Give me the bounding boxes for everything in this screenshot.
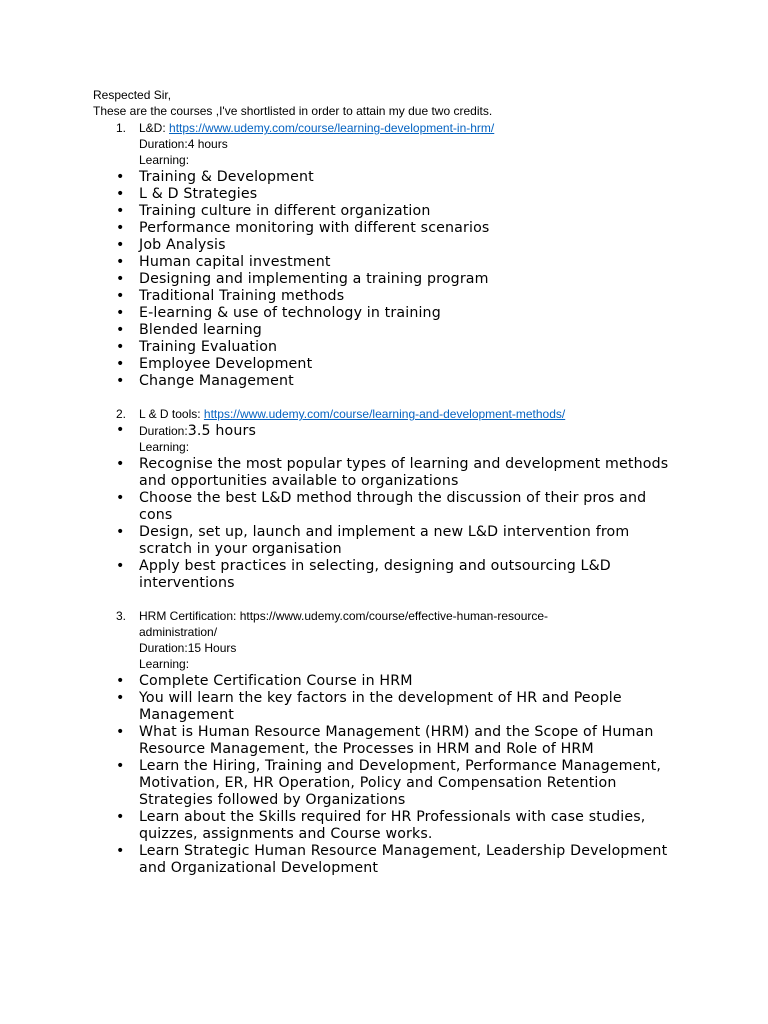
bullet-icon: • [116,490,125,506]
course-3-heading-line-1: HRM Certification: https://www.udemy.com/course/effective-human-resource- [139,609,549,623]
bullet-icon: • [116,758,125,774]
bullet-icon: • [116,673,125,689]
list-item: • Blended learning [116,322,262,338]
course-2-link[interactable]: https://www.udemy.com/course/learning-and-development-methods/ [203,407,566,421]
course-2-number: 2. [116,407,127,421]
bullet-icon: • [116,203,125,219]
list-item: • Traditional Training methods [116,288,345,304]
bullet-icon: • [116,422,125,438]
course-1-link[interactable]: https://www.udemy.com/course/learning-development-in-hrm/ [169,121,495,135]
list-item: • Learn about the Skills required for HR Professionals with case studies, quizzes, assignments and Course works. [116,809,646,842]
bullet-icon: • [116,169,125,185]
bullet-icon: • [116,724,125,740]
course-2-label: L & D tools: [139,407,204,421]
list-item: • Recognise the most popular types of learning and development methods and opportunities available to organizations [116,456,669,489]
list-item: • Design, set up, launch and implement a new L&D intervention from scratch in your organisation [116,524,630,557]
salutation: Respected Sir, [93,88,172,102]
list-item: • Apply best practices in selecting, designing and outsourcing L&D interventions [116,558,611,591]
bullet-icon: • [116,339,125,355]
list-item: • Employee Development [116,356,313,372]
intro-paragraph: These are the courses ,I've shortlisted in order to attain my due two credits. [93,104,493,118]
bullet-icon: • [116,220,125,236]
bullet-icon: • [116,809,125,825]
course-1-learning-list [0,169,768,390]
list-item: • L & D Strategies [116,186,258,202]
list-item: • What is Human Resource Management (HRM) and the Scope of Human Resource Management, the Processes in HRM and Role of HRM [116,724,654,757]
list-item: • Job Analysis [116,237,226,253]
bullet-icon: • [116,373,125,389]
list-item: • Complete Certification Course in HRM [116,673,413,689]
bullet-icon: • [116,254,125,270]
bullet-icon: • [116,322,125,338]
list-item: • Change Management [116,373,294,389]
course-2-learning-label: Learning: [139,440,190,454]
course-3-duration: Duration:15 Hours [139,641,237,655]
bullet-icon: • [116,690,125,706]
bullet-icon: • [116,456,125,472]
list-item: • Choose the best L&D method through the discussion of their pros and cons [116,490,647,523]
list-item: • Learn the Hiring, Training and Development, Performance Management, Motivation, ER, HR Operation, Policy and Compensation Retention Strategies followed by Organizations [116,758,662,808]
bullet-icon: • [116,288,125,304]
bullet-icon: • [116,524,125,540]
course-3-learning-label: Learning: [139,657,190,671]
list-item: • E-learning & use of technology in training [116,305,441,321]
list-item: • Training Evaluation [116,339,278,355]
course-1-number: 1. [116,121,127,135]
course-3-number: 3. [116,609,127,623]
list-item: • Designing and implementing a training program [116,271,489,287]
list-item: • Human capital investment [116,254,331,270]
bullet-icon: • [116,186,125,202]
list-item: • Training & Development [116,169,314,185]
course-1-learning-label: Learning: [139,153,190,167]
bullet-icon: • [116,843,125,859]
course-3-heading-line-2: administration/ [139,625,218,639]
course-1-heading [139,120,494,136]
course-2-duration: Duration:3.5 hours [139,423,257,439]
bullet-icon: • [116,305,125,321]
course-3-learning-list [0,673,768,877]
bullet-icon: • [116,271,125,287]
list-item: • You will learn the key factors in the development of HR and People Management [116,690,622,723]
bullet-icon: • [116,356,125,372]
course-2-heading [139,406,565,422]
bullet-icon: • [116,237,125,253]
course-2-learning-list [0,456,768,592]
list-item: • Training culture in different organization [116,203,431,219]
course-1-label: L&D: [139,121,170,135]
bullet-icon: • [116,558,125,574]
list-item: • Learn Strategic Human Resource Management, Leadership Development and Organizational Development [116,843,668,876]
course-1-duration: Duration:4 hours [139,137,228,151]
list-item: • Performance monitoring with different scenarios [116,220,490,236]
